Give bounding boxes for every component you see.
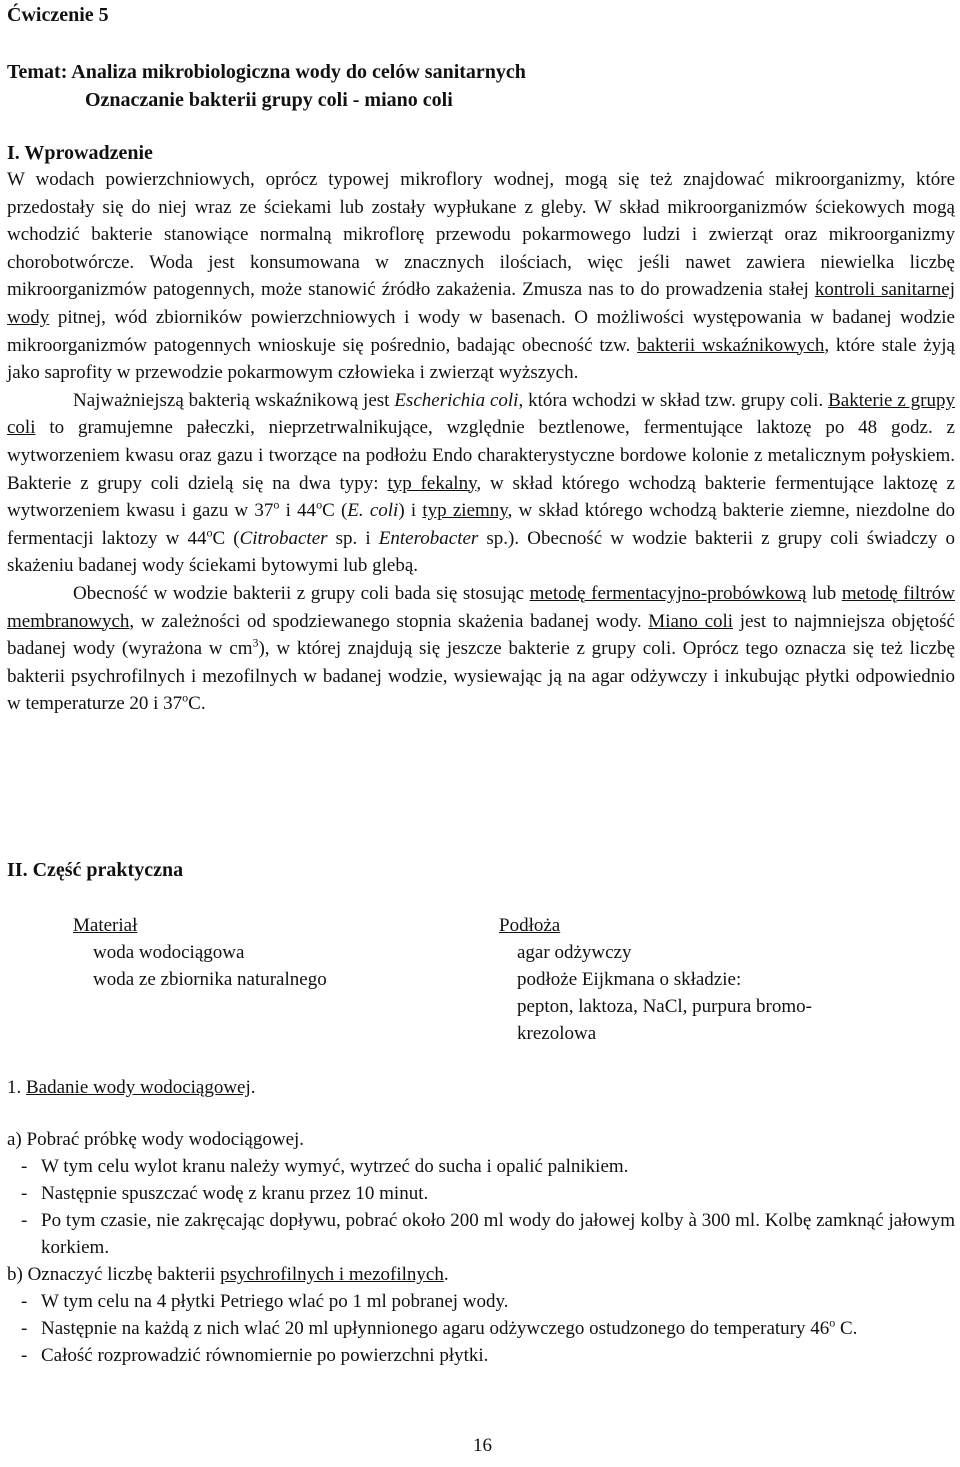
step-1-heading: 1. Badanie wody wodociągowej. — [7, 1077, 256, 1098]
material-item: woda wodociągowa — [93, 942, 245, 963]
species-name: Enterobacter — [378, 527, 479, 549]
step-a-item: - W tym celu wylot kranu należy wymyć, wytrzeć do sucha i opalić palnikiem. — [21, 1156, 629, 1177]
step-a-item: - Po tym czasie, nie zakręcając dopływu, pobrać około 200 ml wody do jałowej kolby à 300 ml. Kolbę zamknąć jałowym korkiem. — [21, 1210, 955, 1258]
media-header: Podłoża — [499, 915, 561, 936]
underlined-term: kontroli sanitarnej wody — [7, 279, 955, 328]
media-item: agar odżywczy — [517, 942, 632, 963]
intro-paragraph-3: Obecność w wodzie bakterii z grupy coli bada się stosując metodę fermentacyjno-probówkową lub metodę filtrów membranowych, w zależności od spodziewanego stopnia skażenia badanej wody. Miano coli jest to najmniejsza objętość badanej wody (wyrażona w $cm^3$), w której znajdują się jeszcze bakterie z grupy coli. Oprócz tego oznacza się też liczbę bakterii psychrofilnych i mezofilnych w badanej wodzie, wysiewając ją na agar odżywczy i inkubując płytki odpowiednio w temperaturze 20 i 37$^o$C. — [7, 582, 956, 715]
step-a-title: a) Pobrać próbkę wody wodociągowej. — [7, 1129, 305, 1150]
step-b-item: - Następnie na każdą z nich wlać 20 ml upłynnionego agaru odżywczego ostudzonego do temperatury 46$^o$ C. — [21, 1315, 858, 1339]
underlined-term: Bakterie z grupy coli — [7, 389, 955, 439]
media-list — [499, 912, 877, 1047]
materials-list — [73, 912, 327, 993]
underlined-term: metodę filtrów membranowych — [7, 582, 956, 632]
media-item: pepton, laktoza, NaCl, purpura bromo-krezolowa — [517, 996, 812, 1044]
procedure-steps — [7, 1126, 955, 1369]
underlined-term: bakterii wskaźnikowych — [637, 334, 825, 356]
underlined-term: typ fekalny — [387, 472, 477, 494]
underlined-term: metodę fermentacyjno-probówkową — [529, 582, 807, 604]
step-b-title: b) Oznaczyć liczbę bakterii psychrofilnych i mezofilnych. — [7, 1264, 449, 1285]
intro-paragraph-1: W wodach powierzchniowych, oprócz typowej mikroflory wodnej, mogą się też znajdować mikroorganizmy, które przedostały się do niej wraz ze ściekami lub zostały wypłukane z gleby. W skład mikroorganizmów ściekowych mogą wchodzić bakterie stanowiące normalną mikroflorę przewodu pokarmowego ludzi i zwierząt oraz mikroorganizmy chorobotwórcze. Woda jest konsumowana w znacznych ilościach, więc jeśli nawet zawiera niewielka liczbę mikroorganizmów patogennych, może stanowić źródło zakażenia. Zmusza nas to do prowadzenia stałej kontroli sanitarnej wody pitnej, wód zbiorników powierzchniowych i wody w basenach. O możliwości występowania w badanej wodzie mikroorganizmów patogennych wnioskuje się pośrednio, badając obecność tzw. bakterii wskaźnikowych, które stale żyją jako saprofity w przewodzie pokarmowym człowieka i zwierząt wyższych. — [7, 169, 955, 384]
topic-block — [7, 58, 526, 114]
step-b-item: - Całość rozprowadzić równomiernie po powierzchni płytki. — [21, 1345, 489, 1366]
intro-paragraph-2: Najważniejszą bakterią wskaźnikową jest Escherichia coli, która wchodzi w skład tzw. grupy coli. Bakterie z grupy coli to gramujemne pałeczki, nieprzetrwalnikujące, względnie beztlenowe, fermentujące laktozę po 48 godz. z wytworzeniem kwasu oraz gazu i tworzące na podłożu Endo charakterystyczne bordowe kolonie z metalicznym połyskiem. Bakterie z grupy coli dzielą się na dwa typy: typ fekalny, w skład którego wchodzą bakterie fermentujące laktozę z wytworzeniem kwasu i gazu w 37$^o$ i 44$^o$C (E. coli) i typ ziemny, w skład którego wchodzą bakterie ziemne, niezdolne do fermentacji laktozy w 44$^o$C (Citrobacter sp. i Enterobacter sp.). Obecność w wodzie bakterii z grupy coli świadczy o skażeniu badanej wody ściekami bytowymi lub glebą. — [7, 389, 956, 577]
section-1-title: I. Wprowadzenie — [7, 142, 153, 164]
underlined-term: Miano coli — [648, 610, 734, 632]
section-2-title: II. Część praktyczna — [7, 859, 184, 881]
species-name: Citrobacter — [239, 527, 328, 549]
page-number: 16 — [473, 1435, 492, 1456]
material-item: woda ze zbiornika naturalnego — [93, 969, 327, 990]
species-name: E. coli — [347, 500, 399, 522]
topic-line-1: Temat: Analiza mikrobiologiczna wody do celów sanitarnych — [7, 61, 526, 83]
step-a-item: - Następnie spuszczać wodę z kranu przez 10 minut. — [21, 1183, 429, 1204]
step-b-item: - W tym celu na 4 płytki Petriego wlać po 1 ml pobranej wody. — [21, 1291, 509, 1312]
materials-header: Materiał — [73, 915, 138, 936]
media-item: podłoże Eijkmana o składzie: — [517, 969, 742, 990]
topic-line-2: Oznaczanie bakterii grupy coli - miano coli — [85, 89, 453, 111]
exercise-heading: Ćwiczenie 5 — [7, 4, 109, 26]
species-name: Escherichia coli — [394, 389, 519, 411]
introduction-text — [7, 166, 955, 718]
underlined-term: typ ziemny — [422, 500, 508, 522]
